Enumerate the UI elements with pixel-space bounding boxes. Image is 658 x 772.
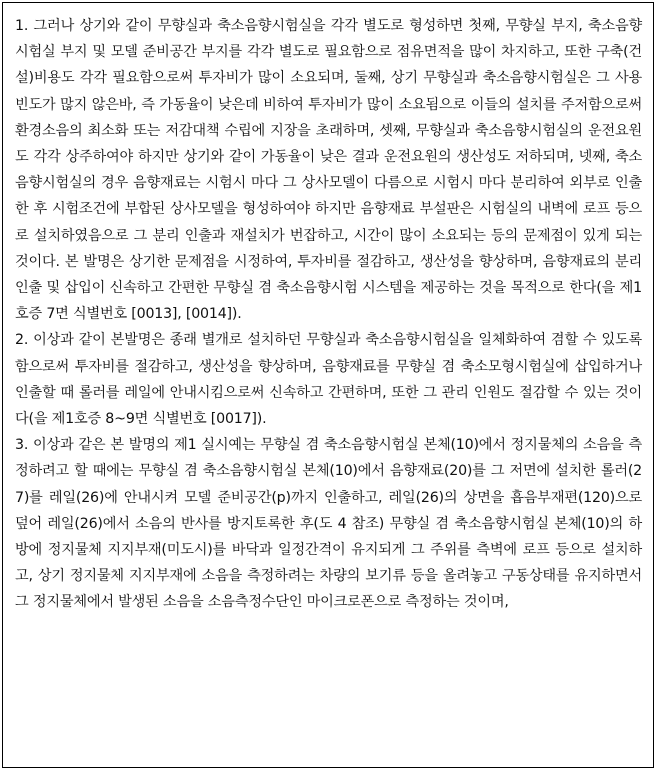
- paragraph-1: 1. 그러나 상기와 같이 무향실과 축소음향시험실을 각각 별도로 형성하면 첫째, 무향실 부지, 축소음향시험실 부지 및 모델 준비공간 부지를 각각 별도로 필요함으로 점유면적을 많이 차지하고, 또한 구축(건설)비용도 각각 필요함으로써 투자비가 많이 소요되며, 둘째, 상기 무향실과 축소음향시험실은 그 사용빈도가 많지 않은바, 즉 가동율이 낮은데 비하여 투자비가 많이 소요됨으로 이들의 설치를 주저함으로써 환경소음의 최소화 또는 저감대책 수립에 지장을 초래하며, 셋째, 무향실과 축소음향시험실의 운전요원도 각각 상주하여야 하지만 상기와 같이 가동율이 낮은 결과 운전요원의 생산성도 저하되며, 넷째, 축소음향시험실의 경우 음향재료는 시험시 마다 그 상사모델이 다름으로 시험시 마다 분리하여 외부로 인출한 후 시험조건에 부합된 상사모델을 형성하여야 하지만 음향재료 부설판은 시험실의 내벽에 로프 등으로 설치하였음으로 그 분리 인출과 재설치가 번잡하고, 시간이 많이 소요되는 등의 문제점이 있게 되는 것이다. 본 발명은 상기한 문제점을 시정하여, 투자비를 절감하고, 생산성을 향상하며, 음향재료의 분리 인출 및 삽입이 신속하고 간편한 무향실 겸 축소음향시험 시스템을 제공하는 것을 목적으로 한다(을 제1호증 7면 식별번호 [0013], [0014]).: [15, 18, 642, 323]
- paragraph-2: 2. 이상과 같이 본발명은 종래 별개로 설치하던 무향실과 축소음향시험실을 일체화하여 겸할 수 있도록 함으로써 투자비를 절감하고, 생산성을 향상하며, 음향재료를 무향실 겸 축소모형시험실에 삽입하거나 인출할 때 롤러를 레일에 안내시킴으로써 신속하고 간편하며, 또한 그 관리 인원도 절감할 수 있는 것이다(을 제1호증 8~9면 식별번호 [0017]).: [15, 332, 642, 428]
- paragraph-3: 3. 이상과 같은 본 발명의 제1 실시예는 무향실 겸 축소음향시험실 본체(10)에서 정지물체의 소음을 측정하려고 할 때에는 무향실 겸 축소음향시험실 본체(10)에서 음향재료(20)를 그 저면에 설치한 롤러(27)를 레일(26)에 안내시켜 모델 준비공간(p)까지 인출하고, 레일(26)의 상면을 흡음부재편(120)으로 덮어 레일(26)에서 소음의 반사를 방지토록한 후(도 4 참조) 무향실 겸 축소음향시험실 본체(10)의 하방에 정지물체 지지부재(미도시)를 바닥과 일정간격이 유지되게 그 주위를 측벽에 로프 등으로 설치하고, 상기 정지물체 지지부재에 소음을 측정하려는 차량의 보기류 등을 올려놓고 구동상태를 유지하면서 그 정지물체에서 발생된 소음을 소음측정수단인 마이크로폰으로 측정하는 것이며,: [15, 437, 642, 611]
- document-frame: [2, 2, 654, 768]
